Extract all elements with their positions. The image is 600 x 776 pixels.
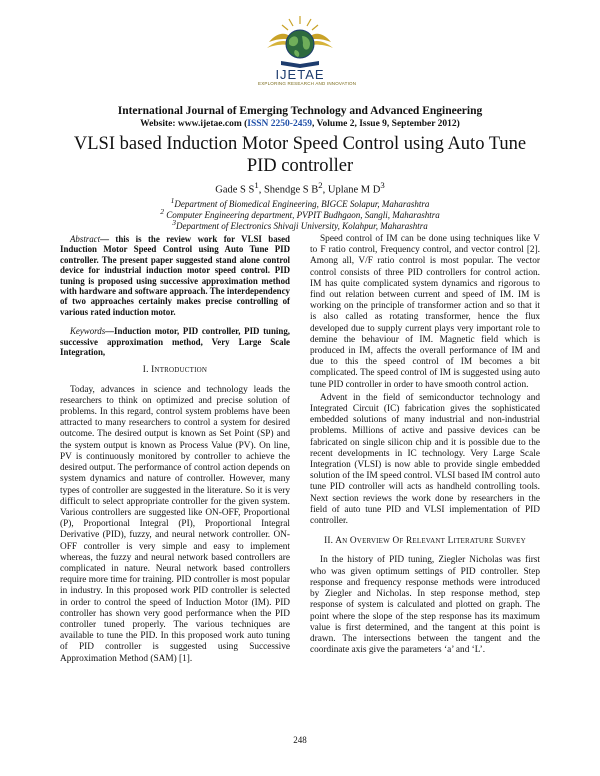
keywords <box>60 326 290 357</box>
right-column <box>310 234 540 656</box>
affiliation-sup: 3 <box>172 218 177 227</box>
abstract-dash: — <box>100 234 116 244</box>
vlsi-paragraph: Advent in the field of semiconductor technology and Integrated Circuit (IC) fabrication gives the sophisticated embedded solutions of many industrial and non-industrial problems. Millions of active and passive devices can be fabricated on single silicon chip and it is possible due to the recent developments in IC technology. Very Large Scale Integration (VLSI) is now able to provide single embedded solution of the IM speed control. VLSI based IM control auto tune PID controller will acts as handheld controlling tools. Next section reviews the work done by researchers in the field of auto tune PID and VLSI implementation of PID controller. <box>310 392 540 527</box>
abstract <box>60 234 290 317</box>
author-sup: 1 <box>254 180 259 190</box>
affiliation-3 <box>0 217 600 232</box>
abstract-text: this is the review work for VLSI based Induction Motor Speed Control using Auto Tune PID controller. The present paper suggested stand alone control device for industrial induction motor speed control. PID tuning is proposed using successive approximation method with hardware and software approach. The interdependency of two approaches certainly makes precise controlling of various rated induction motor. <box>60 234 290 317</box>
affiliation-sup: 2 <box>160 207 164 216</box>
intro-paragraph: Today, advances in science and technology leads the researchers to think on optimized and precise solution of problems. In this regard, control system problems have been attracted to many researchers to control a system for desired outcome. The desired output is known as Set Point (SP) and the system output is known as Process Value (PV). On line, PV is continuously monitored by controller to achieve the desired output. The performance of control action depends on system dynamics and nature of controller. However, many types of controller are suggested in the literature. So it is very difficult to select appropriate controller for the given system. Various controllers are suggested like ON-OFF, Proportional (P), Proportional Integral (PI), Proportional Integral Derivative (PID), fuzzy, and neural network controller. ON-OFF controller is very simple and easy to implement whereas, the fuzzy and neural network based controllers are complicated in nature. Neural network based controllers require more time for training. PID controller is most popular in industry. In this proposed work PID controller is selected in order to control the speed of Induction Motor (IM). PID controller has shown very good performance when the PID controller tuned properly. The various techniques are available to tune the PID. In this proposed work auto tuning of PID controller is suggested using Successive Approximation Method (SAM) [1]. <box>60 384 290 664</box>
author-name: Uplane M D <box>327 184 381 196</box>
affiliation-text: Department of Electronics Shivaji University, Kolahpur, Maharashtra <box>176 221 428 231</box>
page-number: 248 <box>293 735 307 745</box>
section-heading-overview: II. An Overview Of Relevant Literature Survey <box>324 536 526 547</box>
journal-name: International Journal of Emerging Technology and Advanced Engineering <box>117 105 483 117</box>
abstract-label: Abstract <box>70 234 101 244</box>
logo-tagline: EXPLORING RESEARCH AND INNOVATION <box>258 81 357 86</box>
journal-logo <box>258 12 357 94</box>
author-sup: 3 <box>380 180 385 190</box>
author-list: Gade S $S^1$, Shendge S $B^2$, Uplane M $D^3$ <box>215 180 385 196</box>
issn-open: ( <box>241 119 248 129</box>
affiliation-text: Computer Engineering department, PVPIT Budhgaon, Sangli, Maharashtra <box>163 210 440 220</box>
keywords-text: Induction motor, PID controller, PID tuning, successive approximation method, Very Large Scale Integration, <box>60 326 290 358</box>
author-sup: 2 <box>318 180 323 190</box>
keywords-label: Keywords <box>70 326 106 337</box>
issn-link[interactable]: ISSN 2250-2459 <box>247 119 312 129</box>
author-name: Gade S S <box>215 184 255 196</box>
section-heading-introduction: I. Introduction <box>142 365 208 376</box>
overview-paragraph: In the history of PID tuning, Ziegler Nicholas was first who was given optimum settings of PID controller. Step response and frequency response methods were introduced by Ziegler and Nicholas. In step response method, step response of system is calculated and plotted on graph. The point where the slope of the step response has its maximum value is first determined, and the tangent at this point is drawn. The intersections between the tangent and the coordinate axis give the parameters ‘a’ and ‘L’. <box>310 555 540 656</box>
globe-wings-icon <box>265 12 335 70</box>
journal-website-line <box>0 119 600 129</box>
author-name: Shendge S B <box>263 184 319 196</box>
website-url[interactable]: www.ijetae.com <box>177 119 242 129</box>
volume-issue: , Volume 2, Issue 9, September 2012) <box>311 119 460 129</box>
affiliation-sup: 1 <box>170 196 175 205</box>
affiliation-text: Department of Biomedical Engineering, BIGCE Solapur, Maharashtra <box>174 199 430 209</box>
website-prefix: Website: <box>140 119 178 129</box>
paper-title: VLSI based Induction Motor Speed Control using Auto Tune PID controller <box>73 134 527 176</box>
left-column <box>60 234 290 665</box>
logo-wordmark: IJETAE <box>275 67 325 82</box>
speed-control-paragraph: Speed control of IM can be done using techniques like V to F ratio control, Frequency control, and vector control [2]. Among all, V/F ratio control is most popular. The vector control consists of three PID controllers for control action. IM has quite complicated system dynamics and rigorous to find out relation between current and speed of IM. IM is working on the principle of transformer action and so that it is also called as rotating transformer, hence the flux developed due to supply current plays very important role to demine the behaviour of IM. Magnetic field which is produced in IM, affects the overall performance of IM and due to this the speed control of IM becomes a bit complicated. The speed control of IM is suggested using auto tune PID controller in order to have smooth control action. <box>310 234 540 390</box>
keywords-dash: — <box>105 326 115 337</box>
